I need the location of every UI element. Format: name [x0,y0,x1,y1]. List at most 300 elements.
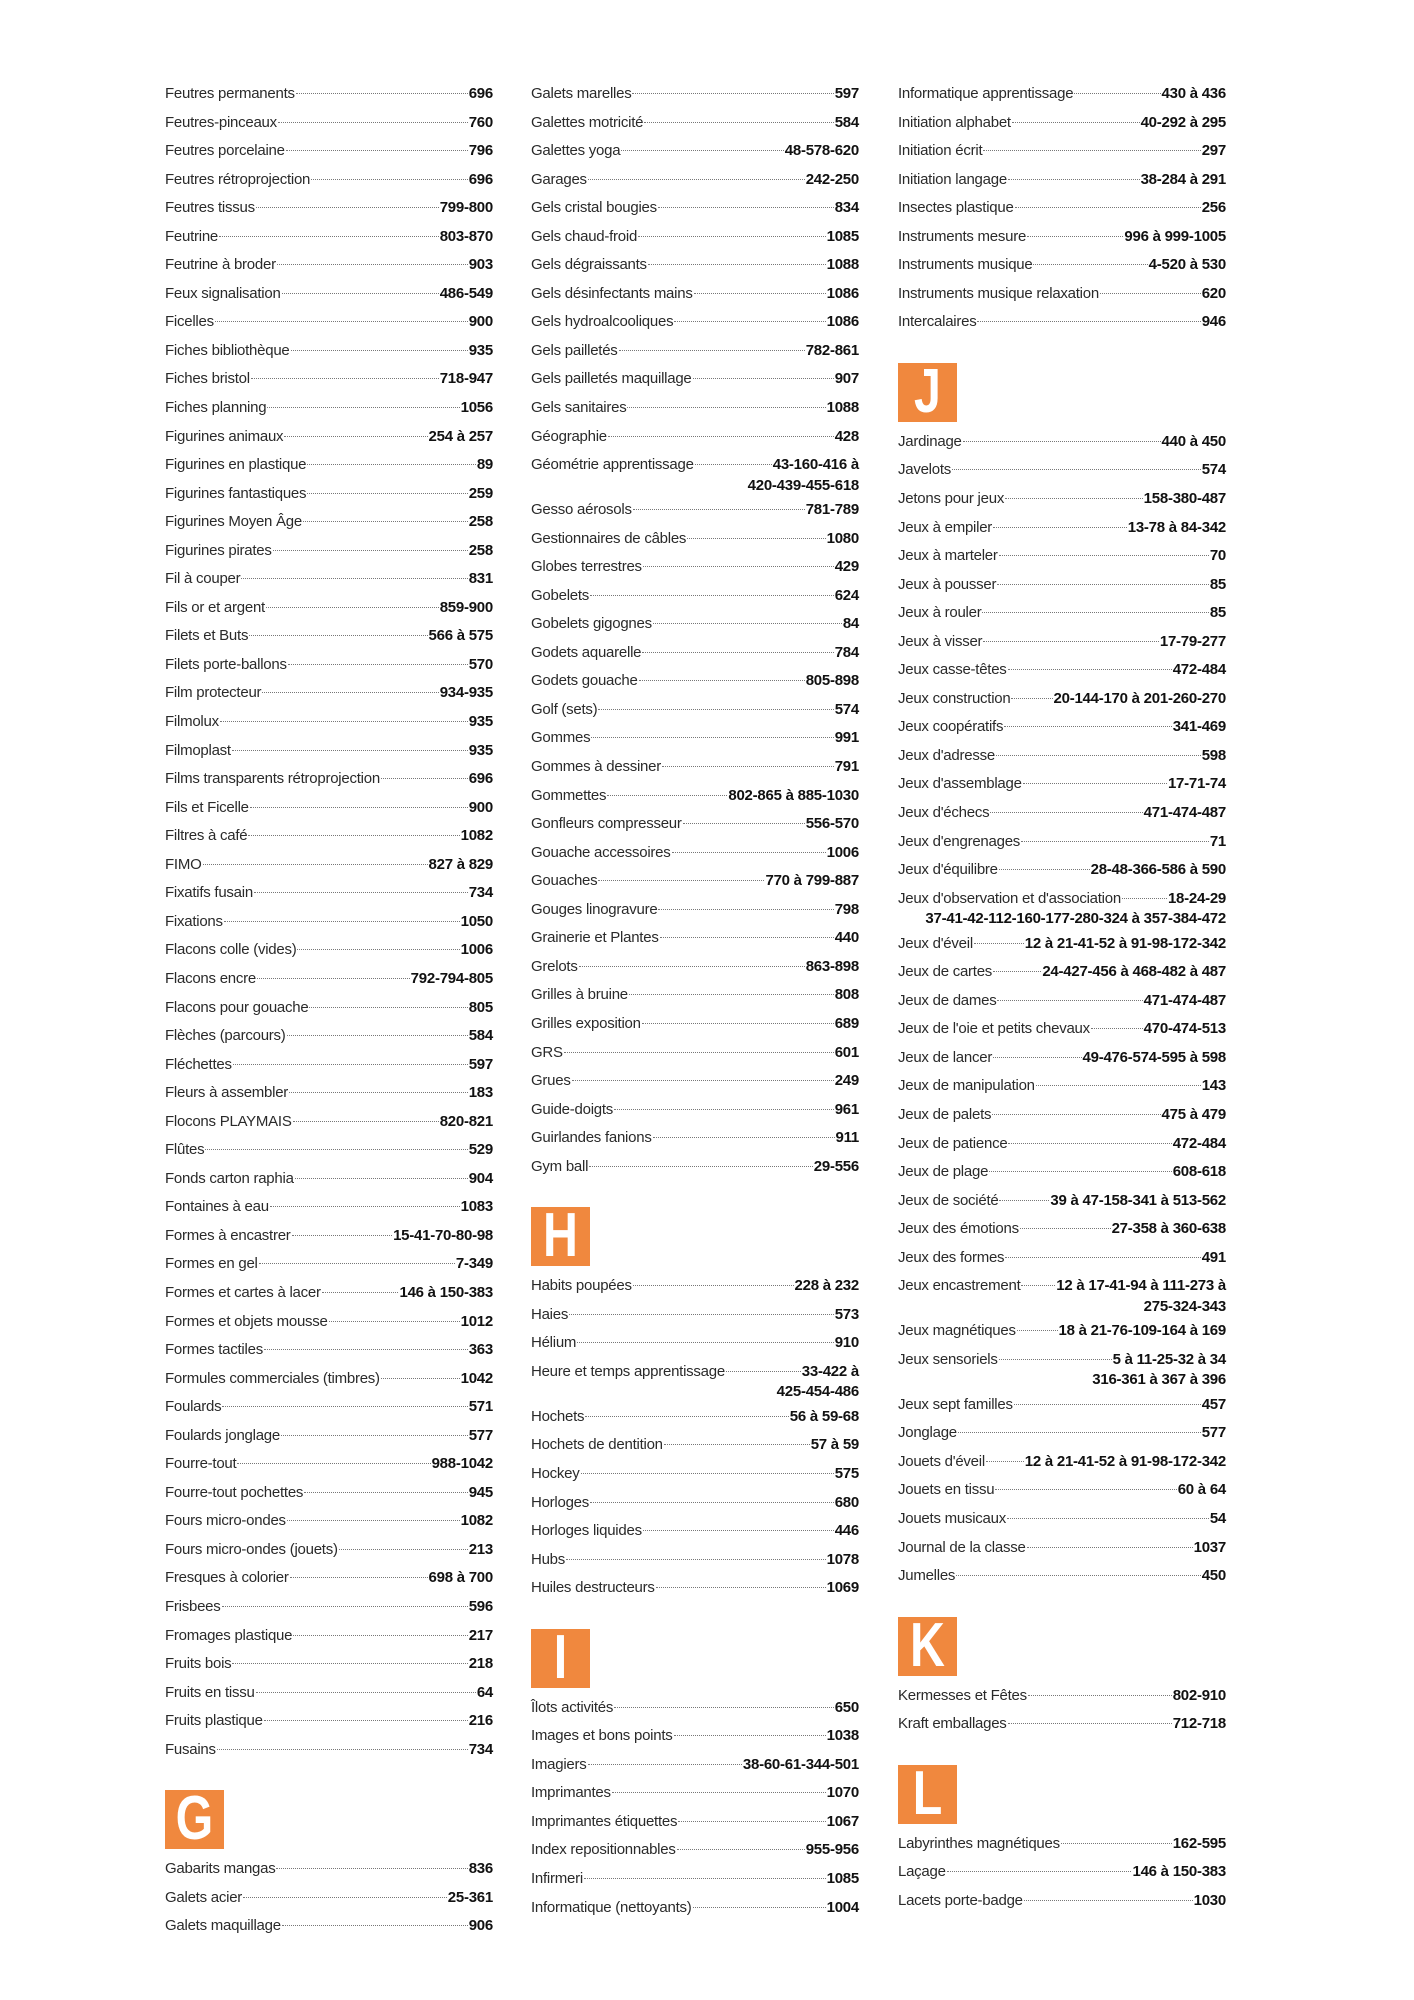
index-entry-line [165,1083,493,1104]
entry-pages: 213 [468,1540,493,1558]
dot-leader [577,1342,834,1343]
index-entry [165,1165,493,1194]
dot-leader [304,1492,468,1493]
entry-label: Jeux d'assemblage [898,775,1022,793]
dot-leader [598,880,764,881]
entry-label: Jeux coopératifs [898,718,1004,736]
index-entry-line [531,1898,859,1919]
entry-label: Jeux d'observation et d'association [898,889,1121,907]
dot-leader [1012,122,1140,123]
entry-pages: 475 à 479 [1161,1105,1226,1123]
entry-pages: 799-800 [439,199,493,217]
dot-leader [1020,1228,1111,1229]
index-entry [898,1215,1226,1244]
entry-label: Grilles exposition [531,1014,641,1032]
index-entry [165,109,493,138]
index-entry-line [531,227,859,248]
index-entry-line [898,603,1226,624]
dot-leader [250,807,468,808]
entry-pages: 1088 [826,256,859,274]
index-entry [531,839,859,868]
index-entry-line [531,643,859,664]
index-entry-line [165,1112,493,1133]
index-entry-line [531,1521,859,1542]
dot-leader [1023,783,1167,784]
entry-label: Jeux de cartes [898,963,993,981]
dot-leader [220,721,468,722]
index-entry [165,394,493,423]
index-entry-line [165,1454,493,1475]
entry-label: Intercalaires [898,313,977,331]
index-entry [165,451,493,480]
index-entry-line [165,1369,493,1390]
dot-leader [996,755,1201,756]
index-entry [531,1403,859,1432]
index-entry-line [531,1407,859,1428]
dot-leader [309,1007,467,1008]
index-entry [531,753,859,782]
index-entry [531,953,859,982]
entry-label: Gels pailletés maquillage [531,370,692,388]
entry-pages-continued: 425-454-486 [776,1383,859,1401]
entry-label: Fiches bibliothèque [165,341,290,359]
entry-pages: 17-71-74 [1167,775,1226,793]
entry-pages: 906 [468,1917,493,1935]
index-entry-line [531,757,859,778]
index-entry [531,696,859,725]
dot-leader [264,1720,468,1721]
entry-pages: 1085 [826,1869,859,1887]
entry-label: Gels dégraissants [531,256,647,274]
index-entry [531,1010,859,1039]
index-entry-line [531,985,859,1006]
index-entry [531,610,859,639]
entry-pages: 162-595 [1172,1834,1226,1852]
dot-leader [233,1064,468,1065]
index-entry-line [898,1321,1226,1342]
entry-label: Fruits bois [165,1655,232,1673]
index-entry-line [165,855,493,876]
index-entry [898,656,1226,685]
index-entry-line [165,912,493,933]
entry-pages: 363 [468,1341,493,1359]
index-entry-line [165,1055,493,1076]
entry-pages: 836 [468,1860,493,1878]
entry-label: Figurines Moyen Âge [165,513,302,531]
index-entry [531,1694,859,1723]
index-entry [531,896,859,925]
entry-label: Flacons pour gouache [165,998,309,1016]
entry-pages: 429 [834,558,859,576]
entry-pages: 570 [468,655,493,673]
entry-pages: 946 [1201,313,1226,331]
entry-pages: 27-358 à 360-638 [1111,1220,1226,1238]
entry-label: Habits poupées [531,1277,632,1295]
index-entry [531,1865,859,1894]
index-entry [898,1562,1226,1591]
dot-leader [588,1764,742,1765]
entry-pages: 4-520 à 530 [1148,256,1226,274]
dot-leader [952,469,1201,470]
entry-pages: 650 [834,1698,859,1716]
index-entry [898,685,1226,714]
index-entry-line [531,1493,859,1514]
dot-leader [1017,1330,1058,1331]
entry-pages: 988-1042 [431,1455,493,1473]
index-entry-line [898,1686,1226,1707]
index-entry-line [898,746,1226,767]
index-entry [898,742,1226,771]
entry-pages: 249 [834,1072,859,1090]
dot-leader [983,641,1159,642]
dot-leader [243,1897,447,1898]
index-entry [898,1682,1226,1711]
index-entry [898,799,1226,828]
entry-label: Flacons colle (vides) [165,941,297,959]
dot-leader [296,93,468,94]
index-entry [898,930,1226,959]
entry-label: Gels pailletés [531,341,618,359]
entry-label: Feux signalisation [165,284,281,302]
index-entry-line [165,1654,493,1675]
entry-label: Jeux de dames [898,991,997,1009]
index-entry [898,1887,1226,1916]
index-column-2 [531,80,859,1922]
index-entry [898,1858,1226,1887]
index-entry-line [165,769,493,790]
index-entry [165,565,493,594]
index-entry-line [898,717,1226,738]
index-entry-line [165,341,493,362]
entry-label: Huiles destructeurs [531,1579,655,1597]
index-entry-line [898,1219,1226,1240]
entry-label: Jeux de l'oie et petits chevaux [898,1020,1090,1038]
entry-pages: 1078 [826,1550,859,1568]
dot-leader [381,1378,460,1379]
entry-label: Frisbees [165,1597,221,1615]
index-entry-line [165,798,493,819]
entry-pages: 1069 [826,1579,859,1597]
index-entry [165,166,493,195]
entry-label: Figurines fantastiques [165,484,307,502]
index-entry-line [165,1140,493,1161]
index-entry [531,1489,859,1518]
entry-label: Jeux à visser [898,632,983,650]
index-entry [165,1622,493,1651]
index-entry-line [165,598,493,619]
entry-label: Fruits plastique [165,1712,263,1730]
dot-leader [1036,1085,1201,1086]
entry-label: Foulards jonglage [165,1426,280,1444]
index-entry [898,571,1226,600]
index-entry-line [165,1397,493,1418]
index-entry [165,765,493,794]
index-entry-line [898,1019,1226,1040]
entry-label: Feutrine à broder [165,256,276,274]
dot-leader [726,1371,801,1372]
dot-leader [995,1489,1176,1490]
entry-pages: 216 [468,1712,493,1730]
index-entry [531,194,859,223]
index-entry [165,622,493,651]
entry-label: Galets maquillage [165,1917,281,1935]
dot-leader [674,321,825,322]
index-entry [898,1244,1226,1273]
entry-label: Imprimantes étiquettes [531,1812,678,1830]
index-entry-line [898,460,1226,481]
index-entry [165,80,493,109]
entry-pages: 996 à 999-1005 [1124,227,1226,245]
entry-label: Flacons encre [165,969,256,987]
index-entry-line [165,484,493,505]
index-entry [165,908,493,937]
index-entry [898,80,1226,109]
entry-pages: 791 [834,758,859,776]
dot-leader [999,555,1209,556]
dot-leader [1007,1518,1209,1519]
index-entry [898,1346,1226,1391]
entry-pages: 440 [834,929,859,947]
entry-pages: 911 [835,1129,859,1147]
entry-pages: 1037 [1193,1538,1226,1556]
index-entry-line [898,432,1226,453]
index-entry-line [898,84,1226,105]
index-entry-line [531,557,859,578]
index-entry [165,1136,493,1165]
index-entry [898,770,1226,799]
index-entry-line [898,889,1226,910]
index-entry [531,251,859,280]
index-entry [898,856,1226,885]
index-entry-line [165,284,493,305]
entry-label: Figurines animaux [165,427,284,445]
dot-leader [642,1023,834,1024]
index-entry [531,981,859,1010]
entry-pages: 472-484 [1172,1134,1226,1152]
dot-leader [1027,236,1123,237]
index-entry [898,1158,1226,1187]
index-entry [165,994,493,1023]
entry-pages: 566 à 575 [428,627,493,645]
entry-label: Fourre-tout [165,1455,237,1473]
entry-label: Galets acier [165,1888,243,1906]
index-entry-line [531,1435,859,1456]
section-letter: H [543,1207,578,1267]
dot-leader [585,1416,788,1417]
entry-label: Géographie [531,427,607,445]
index-entry-line [165,312,493,333]
dot-leader [251,378,439,379]
entry-pages: 596 [468,1597,493,1615]
entry-label: Figurines pirates [165,541,272,559]
index-entry-line [165,1888,493,1909]
index-entry [165,651,493,680]
index-entry-line [898,803,1226,824]
index-entry [898,1187,1226,1216]
entry-pages: 491 [1201,1248,1226,1266]
dot-leader [237,1463,430,1464]
index-entry-line [898,255,1226,276]
entry-label: Gym ball [531,1157,589,1175]
dot-leader [653,623,842,624]
entry-pages: 698 à 700 [428,1569,493,1587]
dot-leader [329,1321,460,1322]
entry-label: Jeux de plage [898,1163,989,1181]
index-entry-line [165,1511,493,1532]
index-entry-line [531,900,859,921]
index-entry-line [165,369,493,390]
dot-leader [656,1587,826,1588]
index-entry-line [165,626,493,647]
dot-leader [264,1349,468,1350]
index-entry [531,924,859,953]
dot-leader [999,1359,1112,1360]
entry-label: Fours micro-ondes [165,1512,286,1530]
index-entry-line [531,255,859,276]
entry-pages: 18-24-29 [1167,889,1226,907]
entry-pages: 24-427-456 à 468-482 à 487 [1042,963,1226,981]
dot-leader [297,949,459,950]
entry-label: Jetons pour jeux [898,490,1005,508]
entry-pages: 608-618 [1172,1163,1226,1181]
index-entry-line [531,1276,859,1297]
index-entry-line [531,1333,859,1354]
index-entry-line [531,284,859,305]
entry-pages: 158-380-487 [1143,490,1226,508]
index-entry [165,1479,493,1508]
index-entry-line [531,1550,859,1571]
dot-leader [257,978,410,979]
index-entry [531,1808,859,1837]
index-entry-line [165,683,493,704]
entry-label: Fixatifs fusain [165,884,253,902]
index-entry [898,514,1226,543]
entry-label: Jeux de lancer [898,1048,993,1066]
entry-pages: 1080 [826,529,859,547]
entry-pages: 1004 [826,1898,859,1916]
index-entry [898,109,1226,138]
index-entry [165,251,493,280]
entry-label: Fiches bristol [165,370,250,388]
index-entry-line [898,660,1226,681]
entry-label: Informatique (nettoyants) [531,1898,692,1916]
dot-leader [677,1849,805,1850]
index-entry [531,109,859,138]
index-entry [531,223,859,252]
dot-leader [695,464,772,465]
dot-leader [248,835,459,836]
section-letter-badge [165,1790,224,1849]
index-entry [531,1517,859,1546]
entry-pages: 1083 [460,1198,493,1216]
index-entry-line [165,255,493,276]
index-entry-line [531,141,859,162]
index-entry-line [531,1783,859,1804]
entry-label: Jeux de patience [898,1134,1008,1152]
index-entry [165,1884,493,1913]
entry-pages: 734 [468,1740,493,1758]
entry-pages: 597 [834,85,859,102]
entry-pages: 33-422 à [801,1362,859,1380]
index-entry-line [165,1597,493,1618]
dot-leader [947,1871,1132,1872]
entry-pages: 54 [1209,1509,1226,1527]
entry-pages: 945 [468,1483,493,1501]
entry-pages: 597 [468,1055,493,1073]
index-entry [531,1039,859,1068]
index-column-1 [165,80,493,1941]
entry-pages: 712-718 [1172,1715,1226,1733]
entry-pages: 584 [834,113,859,131]
index-entry-line [531,369,859,390]
dot-leader [658,207,834,208]
dot-leader [997,584,1209,585]
entry-pages: 48-578-620 [784,142,859,160]
index-entry-line [898,312,1226,333]
entry-pages: 784 [834,643,859,661]
index-entry-line [898,198,1226,219]
index-entry [165,965,493,994]
index-entry-line [898,774,1226,795]
index-entry-line [165,940,493,961]
index-entry-line [898,575,1226,596]
dot-leader [1061,1843,1172,1844]
entry-label: Jeux à rouler [898,604,982,622]
dot-leader [579,966,805,967]
dot-leader [956,1575,1201,1576]
entry-pages: 1085 [826,227,859,245]
dot-leader [642,652,833,653]
entry-pages: 70 [1209,547,1226,565]
dot-leader [653,1137,835,1138]
index-entry-line [165,1859,493,1880]
index-entry [898,166,1226,195]
entry-label: Jeux à marteler [898,547,998,565]
dot-leader [999,1200,1049,1201]
entry-pages: 624 [834,586,859,604]
entry-label: Lacets porte-badge [898,1891,1023,1909]
dot-leader [307,493,467,494]
dot-leader [993,527,1127,528]
entry-label: Jeux à empiler [898,518,993,536]
entry-pages: 258 [468,541,493,559]
dot-leader [1011,698,1052,699]
entry-pages: 470-474-513 [1143,1020,1226,1038]
index-entry-line [898,1834,1226,1855]
index-entry-line [531,529,859,550]
entry-pages: 802-910 [1172,1686,1226,1704]
dot-leader [224,921,460,922]
index-entry-line [165,1740,493,1761]
dot-leader [569,1314,834,1315]
entry-pages: 242-250 [805,170,859,188]
entry-label: Gels sanitaires [531,399,627,417]
dot-leader [672,852,826,853]
index-entry-line [531,113,859,134]
index-entry-line [165,398,493,419]
dot-leader [999,869,1090,870]
entry-pages: 863-898 [805,957,859,975]
entry-label: Hélium [531,1334,577,1352]
entry-pages: 85 [1209,575,1226,593]
entry-pages: 25-361 [447,1888,493,1906]
index-entry-line [165,84,493,105]
index-entry-line [898,1891,1226,1912]
index-entry [165,1250,493,1279]
entry-pages: 770 à 799-887 [765,872,859,890]
entry-pages: 796 [468,142,493,160]
index-entry-line [898,1395,1226,1416]
